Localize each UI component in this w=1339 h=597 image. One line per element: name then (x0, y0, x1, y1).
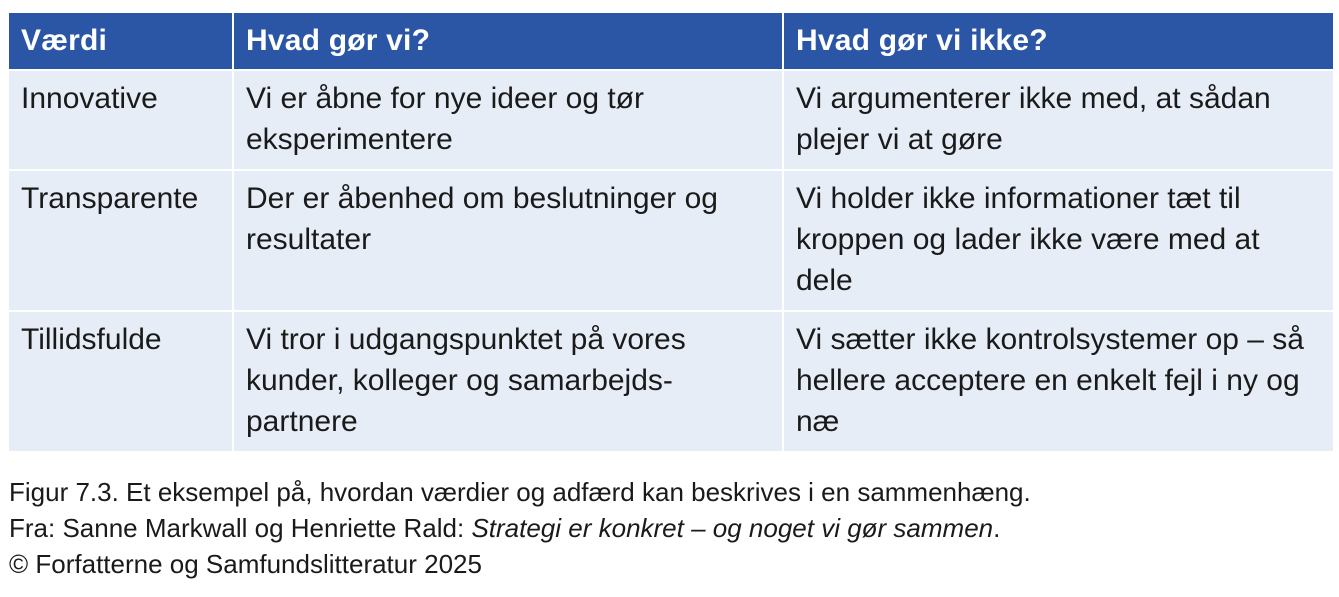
table-row (9, 170, 1333, 311)
header-dont: Hvad gør vi ikke? (783, 13, 1333, 70)
cell-do: Der er åbenhed om beslutninger og resultater (233, 170, 783, 311)
caption-source-prefix: Fra: Sanne Markwall og Henriette Rald: (9, 513, 472, 543)
cell-value: Innovative (9, 70, 233, 170)
caption-source-title: Strategi er konkret – og noget vi gør sammen (471, 513, 994, 543)
figure-caption (9, 474, 1329, 582)
cell-value: Transparente (9, 170, 233, 311)
cell-do: Vi er åbne for nye ideer og tør eksperimentere (233, 70, 783, 170)
caption-source-suffix: . (993, 513, 1001, 543)
header-value: Værdi (9, 13, 233, 70)
cell-dont: Vi sætter ikke kontrolsystemer op – så hellere acceptere en enkelt fejl i ny og næ (783, 311, 1333, 451)
header-row (9, 13, 1333, 70)
table-row (9, 70, 1333, 170)
cell-dont: Vi holder ikke informationer tæt til kroppen og lader ikke være med at dele (783, 170, 1333, 311)
cell-do: Vi tror i udgangspunktet på vores kunder, kolleger og samarbejds-partnere (233, 311, 783, 451)
header-do: Hvad gør vi? (233, 13, 783, 70)
cell-dont: Vi argumenterer ikke med, at sådan plejer vi at gøre (783, 70, 1333, 170)
cell-value: Tillidsfulde (9, 311, 233, 451)
caption-figure-line: Figur 7.3. Et eksempel på, hvordan værdier og adfærd kan beskrives i en sammenhæng. (9, 477, 1031, 507)
caption-copyright: © Forfatterne og Samfundslitteratur 2025 (9, 549, 482, 579)
values-table (9, 13, 1333, 451)
table-row (9, 311, 1333, 451)
caption-source-line (9, 510, 1329, 546)
